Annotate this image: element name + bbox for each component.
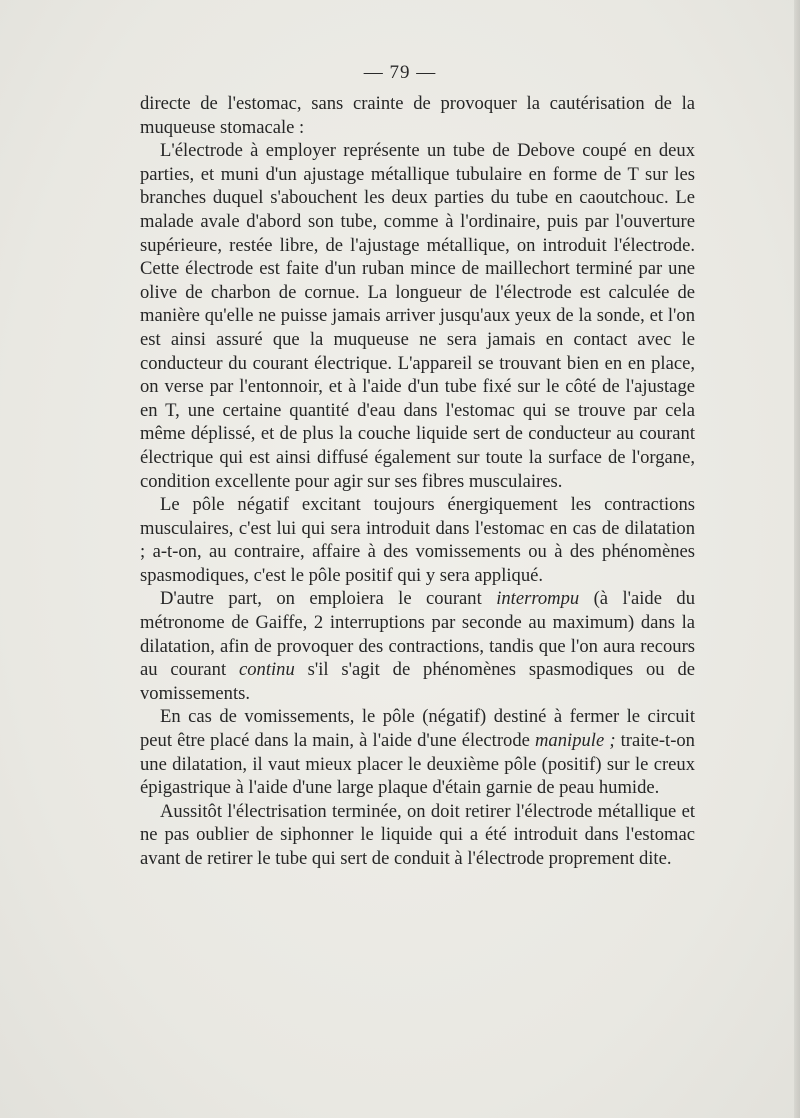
text-segment: Le pôle négatif excitant toujours énergiquement les contractions musculaires, c'est lui qui sera introduit dans l'estomac en cas de dilatation ; a-t-on, au contraire, affaire à des vomissements ou à des phénomènes spasmodiques, c'est le pôle positif qui y sera appliqué.	[140, 494, 695, 586]
page-edge-shadow	[794, 0, 800, 1118]
paragraph	[140, 139, 695, 493]
text-segment: Aussitôt l'électrisation terminée, on doit retirer l'électrode métallique et ne pas oublier de siphonner le liquide qui a été introduit dans l'estomac avant de retirer le tube qui sert de conduit à l'électrode proprement dite.	[140, 800, 695, 869]
paragraph	[140, 587, 695, 705]
paragraph	[140, 705, 695, 799]
paragraph	[140, 493, 695, 587]
italic-term: continu	[238, 659, 295, 681]
text-segment: directe de l'estomac, sans crainte de provoquer la cautérisation de la muqueuse stomacale :	[140, 93, 695, 138]
text-segment: L'électrode à employer représente un tube de Debove coupé en deux parties, et muni d'un ajustage métallique tubulaire en forme de T sur les branches duquel s'abouchent les deux parties du tube en caoutchouc. Le malade avale d'abord son tube, comme à l'ordinaire, puis par l'ouverture supérieure, restée libre, de l'ajustage métallique, on introduit l'électrode. Cette électrode est faite d'un ruban mince de maillechort terminé par une olive de charbon de cornue. La longueur de l'électrode est calculée de manière qu'elle ne puisse jamais arriver jusqu'aux yeux de la sonde, et l'on est ainsi assuré que la muqueuse ne sera jamais en contact avec le conducteur du courant électrique. L'appareil se trouvant bien en en place, on verse par l'entonnoir, et à l'aide d'un tube fixé sur le côté de l'ajustage en T, une certaine quantité d'eau dans l'estomac qui se trouve par cela même déplissé, et de plus la couche liquide sert de conducteur au courant électrique qui est ainsi diffusé également sur toute la surface de l'organe, condition excellente pour agir sur ses fibres musculaires.	[140, 140, 695, 492]
page-number: — 79 —	[363, 62, 437, 83]
text-segment: s'il s'agit de phénomènes spasmodiques ou de vomissements.	[140, 659, 695, 704]
italic-term: manipule ;	[535, 730, 616, 752]
paragraph	[140, 800, 695, 871]
text-segment: traite-t-on une dilatation, il vaut mieux placer le deuxième pôle (positif) sur le creux épigastrique à l'aide d'une large plaque d'étain garnie de peau humide.	[140, 730, 695, 799]
text-segment: D'autre part, on emploiera le courant	[160, 588, 497, 610]
paragraph	[140, 92, 695, 139]
body-text	[140, 92, 695, 871]
italic-term: interrompu	[496, 588, 580, 610]
text-segment: (à l'aide du métronome de Gaiffe, 2 interruptions par seconde au maximum) dans la dilatation, afin de provoquer des contractions, tandis que l'on aura recours au courant	[140, 588, 696, 681]
text-segment: En cas de vomissements, le pôle (négatif) destiné à fermer le circuit peut être placé dans la main, à l'aide d'une électrode	[140, 706, 695, 752]
